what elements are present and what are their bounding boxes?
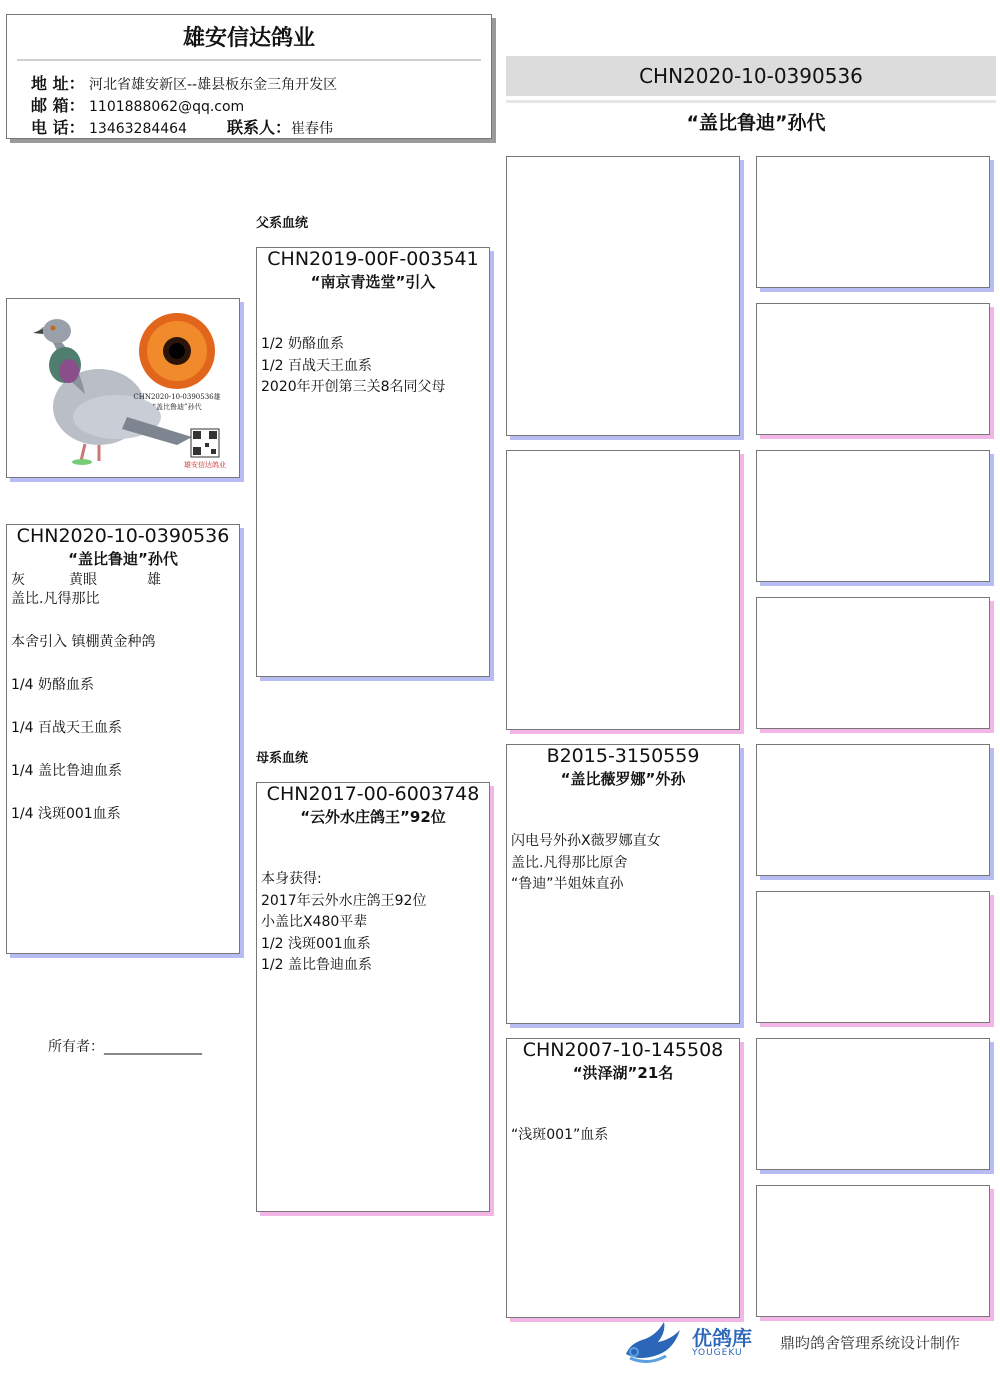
logo-subtext: YOUGEKU (692, 1348, 743, 1358)
phone-row (31, 115, 333, 138)
dam-line: 2017年云外水庄鸽王92位 (261, 892, 427, 909)
great-grandparent-card-6 (756, 891, 990, 1023)
dam-sire-line: “鲁迪”半姐妹直孙 (511, 876, 624, 892)
email-row (31, 93, 244, 116)
great-grandparent-card-7 (756, 1038, 990, 1170)
address-row (31, 71, 337, 94)
main-ring-divider (506, 100, 996, 103)
dam-line: 1/2 浅斑001血系 (261, 935, 371, 952)
dam-card (256, 782, 490, 1212)
phone-label: 电 话： (31, 118, 85, 137)
main-description: “盖比鲁迪”孙代 (686, 112, 826, 134)
sire-card (256, 247, 490, 677)
subject-line: 本舍引入 镇棚黄金种鸽 (11, 634, 156, 650)
subject-eye: 黄眼 (69, 572, 97, 588)
main-ring-number: CHN2020-10-0390536 (506, 56, 996, 96)
sire-lines (261, 334, 485, 399)
footer-logo (620, 1318, 1000, 1368)
subject-ring-number: CHN2020-10-0390536 (16, 525, 230, 547)
photo-caption-footer: 雄安信达鸽业 (184, 461, 226, 469)
dam-line: 本身获得: (261, 871, 322, 887)
great-grandparent-card-5 (756, 744, 990, 876)
phone-value: 13463284464 (89, 121, 187, 137)
subject-line: 1/4 奶酪血系 (11, 677, 94, 693)
great-grandparent-card-4 (756, 597, 990, 729)
dam-dam-ring-number: CHN2007-10-145508 (522, 1039, 724, 1061)
dam-lines (261, 869, 485, 977)
dam-sire-line: 闪电号外孙X薇罗娜直女 (511, 833, 661, 849)
subject-name: “盖比鲁迪”孙代 (68, 550, 178, 568)
dam-section-label: 母系血统 (256, 751, 309, 766)
contact-value: 崔春伟 (291, 121, 333, 137)
subject-line: 1/4 百战天王血系 (11, 720, 122, 736)
header-divider (17, 59, 481, 61)
dam-sire-name: “盖比薇罗娜”外孙 (560, 770, 686, 788)
dam-line: 小盖比X480平辈 (261, 914, 368, 930)
dam-dam-name: “洪泽湖”21名 (572, 1064, 674, 1082)
great-grandparent-card-1 (756, 156, 990, 288)
sire-line: 2020年开创第三关8名同父母 (261, 379, 446, 395)
subject-lines (11, 589, 235, 826)
photo-caption-ring: CHN2020-10-0390536雄 (133, 393, 221, 401)
owner-label: 所有者： (48, 1039, 104, 1055)
contact-label: 联系人： (226, 118, 291, 137)
pigeon-photo (6, 298, 240, 478)
logo-text: 优鸽库 (692, 1326, 752, 1350)
kennel-name: 雄安信达鸽业 (182, 26, 315, 51)
subject-line: 1/4 浅斑001血系 (11, 806, 121, 822)
sire-line: 1/2 奶酪血系 (261, 336, 344, 352)
email-value[interactable]: 1101888062@qq.com (89, 99, 245, 115)
subject-line (11, 611, 235, 633)
dam-ring-number: CHN2017-00-6003748 (266, 783, 480, 805)
email-label: 邮 箱： (31, 96, 85, 115)
dam-line: 1/2 盖比鲁迪血系 (261, 957, 372, 973)
address-value: 河北省雄安新区--雄县板东金三角开发区 (89, 77, 338, 93)
dam-name: “云外水庄鸽王”92位 (300, 808, 446, 826)
owner-blank[interactable]: ______________ (104, 1039, 202, 1055)
subject-line (11, 740, 235, 762)
kennel-info-card (6, 14, 492, 139)
dam-dam-line: “浅斑001”血系 (511, 1127, 609, 1143)
maternal-grandsire-card (506, 744, 740, 1024)
sire-line: 1/2 百战天王血系 (261, 357, 372, 374)
photo-caption-desc: “盖比鲁迪”孙代 (152, 403, 202, 411)
subject-line: 1/4 盖比鲁迪血系 (11, 763, 122, 779)
sire-name: “南京青选堂”引入 (310, 273, 436, 291)
bird-logo-icon (620, 1318, 686, 1366)
dam-sire-lines (511, 831, 735, 896)
owner-line (48, 1036, 202, 1056)
subject-sex: 雄 (147, 572, 161, 588)
dam-dam-lines (511, 1125, 735, 1147)
great-grandparent-card-3 (756, 450, 990, 582)
address-label: 地 址： (31, 74, 85, 93)
subject-color: 灰 (11, 572, 25, 588)
pigeon-photo-graphic (7, 299, 239, 477)
sire-ring-number: CHN2019-00F-003541 (267, 248, 479, 270)
paternal-grandsire-card (506, 156, 740, 436)
maternal-granddam-card (506, 1038, 740, 1318)
great-grandparent-card-8 (756, 1185, 990, 1317)
great-grandparent-card-2 (756, 303, 990, 435)
subject-line (11, 697, 235, 719)
dam-sire-line: 盖比.凡得那比原舍 (511, 854, 628, 871)
dam-sire-ring-number: B2015-3150559 (546, 745, 700, 767)
subject-line (11, 783, 235, 805)
paternal-granddam-card (506, 450, 740, 730)
subject-card (6, 524, 240, 954)
sire-section-label: 父系血统 (256, 216, 309, 231)
subject-line (11, 654, 235, 676)
subject-line: 盖比.凡得那比 (11, 591, 100, 607)
footer-credit: 鼎昀鸽舍管理系统设计制作 (780, 1334, 961, 1352)
